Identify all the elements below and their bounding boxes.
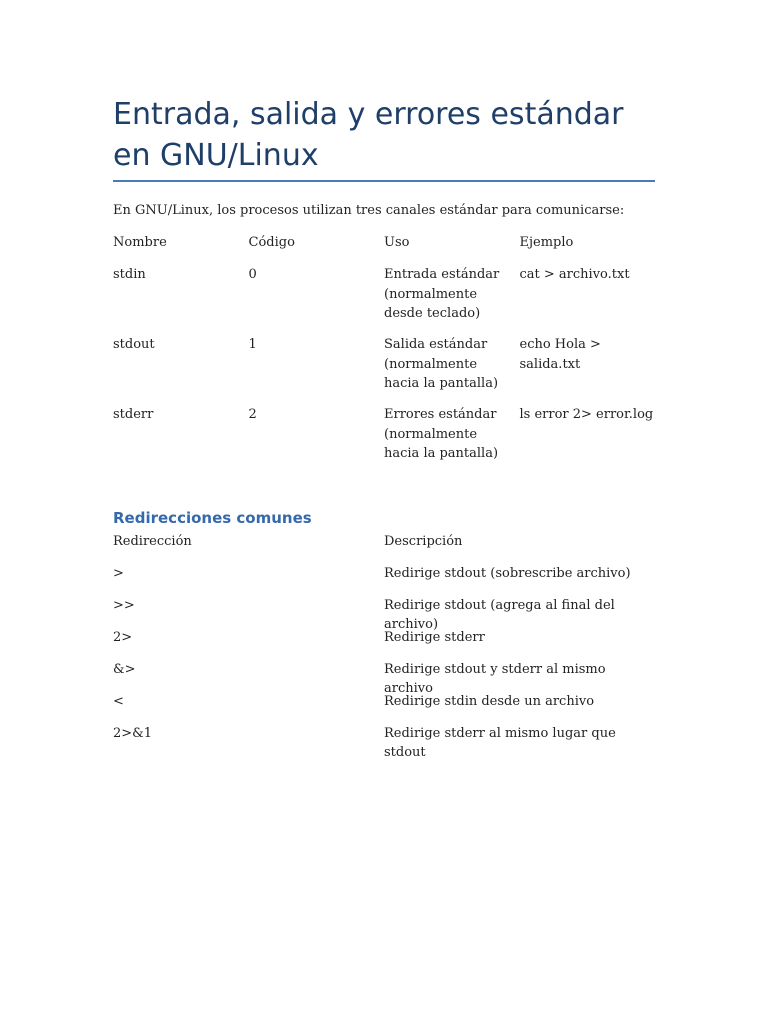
cell-descripcion: Redirige stdin desde un archivo [384,694,595,709]
page-title: Entrada, salida y errores estándar en GNU/Linux [113,97,624,173]
table-row [113,564,658,596]
table-header-row [113,532,658,564]
cell-descripcion: Redirige stderr [384,630,485,645]
cell-uso: Salida estándar (normalmente hacia la pantalla) [384,337,499,391]
section-heading: Redirecciones comunes [113,509,312,527]
table-row [113,628,658,660]
cell-nombre: stderr [113,407,154,422]
table-row [113,405,658,475]
cell-redireccion: 2> [113,630,133,645]
header-uso: Uso [384,235,410,250]
cell-codigo: 0 [248,267,257,282]
cell-descripcion: Redirige stdout (agrega al final del archivo) [384,598,615,632]
cell-nombre: stdout [113,337,155,352]
header-descripcion: Descripción [384,534,463,549]
table-row [113,724,658,760]
table-header-row [113,233,658,265]
cell-codigo: 1 [248,337,257,352]
cell-nombre: stdin [113,267,146,282]
cell-ejemplo: echo Hola > salida.txt [519,337,601,372]
cell-descripcion: Redirige stdout y stderr al mismo archivo [384,662,606,696]
cell-redireccion: &> [113,662,136,677]
intro-paragraph: En GNU/Linux, los procesos utilizan tres canales estándar para comunicarse: [113,203,625,218]
table-row [113,692,658,724]
cell-descripcion: Redirige stderr al mismo lugar que stdout [384,726,616,760]
cell-uso: Entrada estándar (normalmente desde teclado) [384,267,500,321]
cell-codigo: 2 [248,407,257,422]
cell-descripcion: Redirige stdout (sobrescribe archivo) [384,566,631,581]
table-row [113,660,658,696]
header-codigo: Código [248,235,295,250]
table-row [113,265,658,335]
header-redireccion: Redirección [113,534,192,549]
header-ejemplo: Ejemplo [519,235,574,250]
streams-table [113,233,658,475]
table-row [113,335,658,405]
cell-redireccion: > [113,566,124,581]
title-underline [113,180,655,182]
header-nombre: Nombre [113,235,167,250]
cell-uso: Errores estándar (normalmente hacia la pantalla) [384,407,499,461]
cell-redireccion: >> [113,598,135,613]
redirections-table [113,532,658,760]
cell-redireccion: 2>&1 [113,726,153,741]
table-row [113,596,658,632]
cell-ejemplo: cat > archivo.txt [519,267,630,282]
cell-redireccion: < [113,694,124,709]
cell-ejemplo: ls error 2> error.log [519,407,654,422]
